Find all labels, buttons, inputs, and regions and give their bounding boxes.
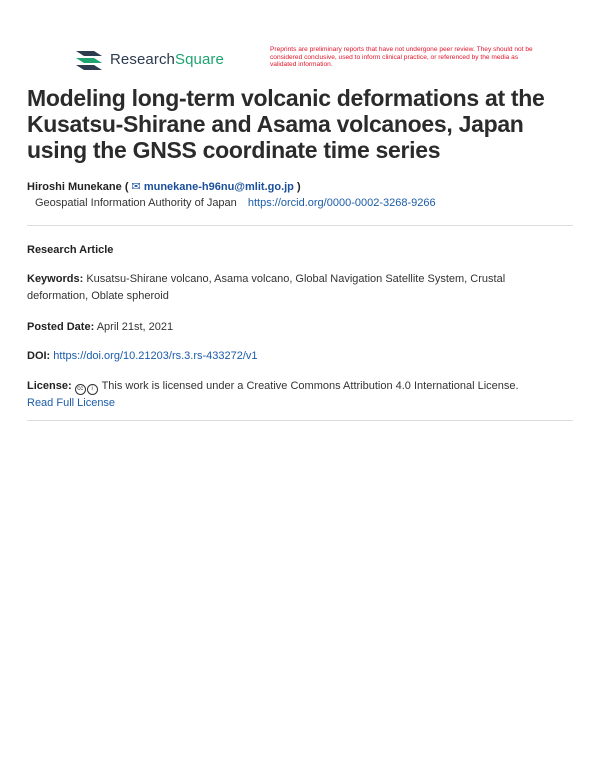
author-email: munekane-h96nu@mlit.go.jp [143,181,294,193]
paper-title: Modeling long-term volcanic deformations at the Kusatsu-Shirane and Asama volcanoes, Japan using the GNSS coordinate time series [27,85,545,163]
keywords-label: Keywords: [27,273,84,285]
research-square-logo[interactable] [74,47,224,71]
orcid-link[interactable]: https://orcid.org/0000-0002-3268-9266 [247,197,436,209]
cc-icon: cc [75,384,86,395]
article-type: Research Article [27,244,114,256]
preprint-disclaimer: Preprints are preliminary reports that have not undergone peer review. They should not be considered conclusive, used to inform clinical practice, or referenced by the media as validated information. [270,46,533,69]
brand-name [110,51,224,68]
divider-top [27,225,573,226]
keywords-value: Kusatsu-Shirane volcano, Asama volcano, Global Navigation Satellite System, Crustal deformation, Oblate spheroid [27,273,506,302]
affiliation: Geospatial Information Authority of Japan [35,197,237,209]
posted-date-block [27,319,547,336]
divider-bottom [27,420,573,421]
license-text: This work is licensed under a Creative Commons Attribution 4.0 International License. [101,380,519,392]
keywords-block [27,271,547,305]
research-square-logo-icon [74,47,104,71]
author-line [27,180,301,193]
doi-link[interactable]: https://doi.org/10.21203/rs.3.rs-433272/v1 [53,350,258,362]
brand-square: Square [175,50,224,68]
attribution-icon: i [87,384,98,395]
author-email-link[interactable] [132,181,294,193]
read-full-license-link[interactable]: Read Full License [27,397,116,409]
author-name: Hiroshi Munekane [27,181,122,193]
affiliation-line [35,197,436,209]
doi-label: DOI: [27,350,51,362]
email-paren-open: ( [124,181,132,193]
brand-research: Research [110,50,175,68]
doi-block [27,348,547,365]
license-label: License: [27,380,72,392]
license-block [27,378,547,412]
email-paren-close: ) [293,181,301,193]
posted-date-label: Posted Date: [27,321,95,333]
posted-date-value: April 21st, 2021 [96,321,174,333]
envelope-icon: ✉ [131,181,141,193]
